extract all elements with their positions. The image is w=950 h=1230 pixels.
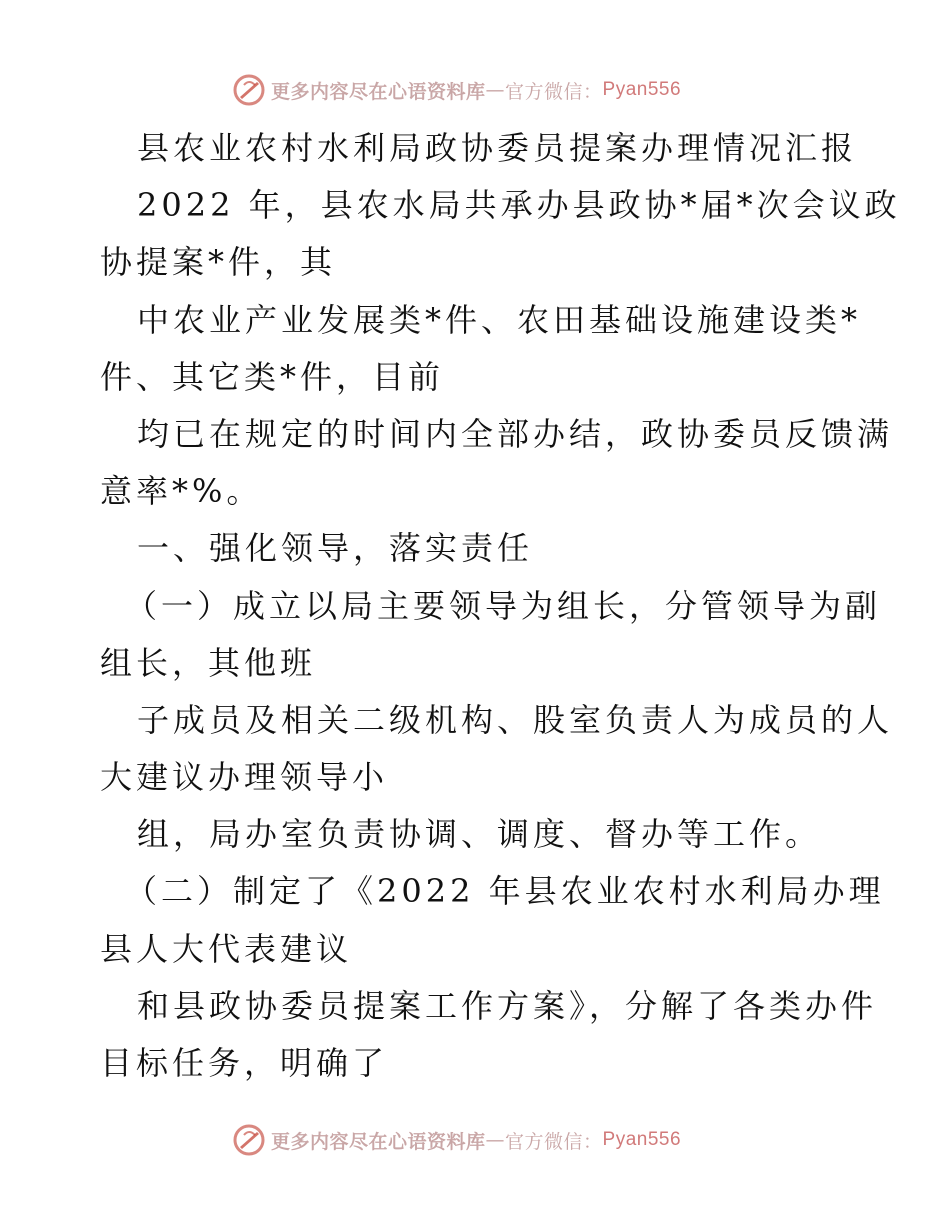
document-body	[100, 120, 901, 1092]
watermark-wechat-id: Pyan556	[602, 1129, 682, 1150]
document-title: 县农业农村水利局政协委员提案办理情况汇报	[137, 129, 858, 167]
logo-icon	[232, 73, 266, 107]
paragraph-line: 组，局办室负责协调、调度、督办等工作。	[137, 815, 822, 854]
paragraph-line: 大建议办理领导小	[100, 758, 389, 797]
paragraph-line: 件、其它类*件，目前	[100, 357, 445, 396]
paragraph-line: 中农业产业发展类*件、农田基础设施建设类*	[137, 300, 862, 339]
watermark-wechat-id: Pyan556	[602, 79, 682, 100]
watermark-header	[232, 72, 681, 108]
paragraph-line: 意率*%。	[100, 472, 263, 511]
paragraph-line: 子成员及相关二级机构、股室负责人为成员的人	[137, 700, 894, 739]
paragraph-line: （二）制定了《2022 年县农业农村水利局办理	[125, 872, 885, 911]
watermark-title: 更多内容尽在心语资料库	[271, 1130, 486, 1153]
paragraph-line: 组长，其他班	[100, 643, 317, 682]
paragraph-line: 均已在规定的时间内全部办结，政协委员反馈满	[137, 414, 894, 453]
watermark-subtitle: 官方微信：	[505, 1130, 603, 1153]
paragraph-line: 目标任务，明确了	[100, 1044, 389, 1082]
watermark-subtitle: 官方微信：	[505, 80, 603, 103]
logo-icon	[232, 1123, 266, 1157]
paragraph-line: （一）成立以局主要领导为组长，分管领导为副	[125, 586, 882, 625]
watermark-dash: —	[485, 1129, 506, 1151]
watermark-title: 更多内容尽在心语资料库	[271, 80, 486, 103]
paragraph-line: 协提案*件，其	[100, 243, 337, 282]
paragraph-line: 2022 年，县农水局共承办县政协*届*次会议政	[137, 186, 901, 225]
watermark-footer	[232, 1122, 681, 1158]
paragraph-line: 和县政协委员提案工作方案》，分解了各类办件	[137, 986, 878, 1025]
section-heading: 一、强化领导，落实责任	[137, 529, 534, 568]
paragraph-line: 县人大代表建议	[100, 929, 353, 968]
watermark-dash: —	[485, 79, 506, 101]
